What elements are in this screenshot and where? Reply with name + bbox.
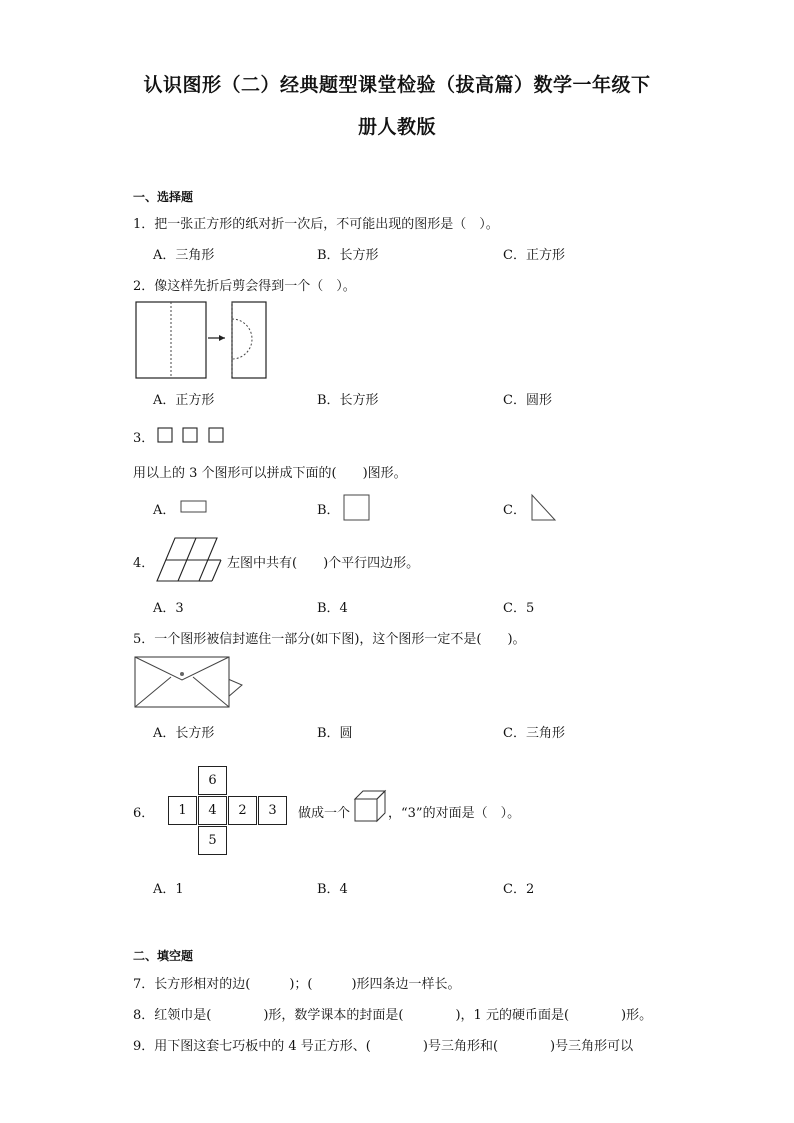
question-3-number: 3．: [133, 431, 155, 446]
parallelogram-figure: [155, 536, 225, 584]
cut-semicircle: [232, 319, 252, 359]
cube-icon: [353, 789, 387, 823]
cube-net-face: 2: [228, 796, 257, 825]
question-2-option-b: B．长方形: [317, 393, 379, 408]
question-4-option-c: C．5: [503, 601, 535, 616]
question-5-text: 5．一个图形被信封遮住一部分(如下图)，这个图形一定不是( )。: [133, 632, 526, 647]
question-6-option-b: B．4: [317, 882, 348, 897]
question-6-text-after: ，“3”的对面是（ ）。: [388, 806, 521, 821]
question-4-text: 左图中共有( )个平行四边形。: [227, 556, 420, 571]
question-5-option-b: B．圆: [317, 726, 353, 741]
question-9-text: 9．用下图这套七巧板中的 4 号正方形、( )号三角形和( )号三角形可以: [133, 1039, 634, 1054]
question-6-text-before: 做成一个: [298, 806, 351, 821]
envelope-figure: [133, 655, 245, 711]
cube-net-face: 4: [198, 796, 227, 825]
question-1-text: 1．把一张正方形的纸对折一次后，不可能出现的图形是（ ）。: [133, 217, 499, 232]
question-7-text: 7．长方形相对的边( )；( )形四条边一样长。: [133, 977, 461, 992]
question-1-option-c: C．正方形: [503, 248, 565, 263]
option-c-triangle: [527, 493, 559, 523]
cube-net-face: 1: [168, 796, 197, 825]
option-a-rectangle: [180, 500, 208, 514]
option-b-square: [343, 494, 371, 522]
question-4-option-a: A．3: [153, 601, 184, 616]
cube-net-face: 3: [258, 796, 287, 825]
cube-net-face: 6: [198, 766, 227, 795]
question-3-option-b: B．: [317, 503, 340, 518]
question-1-option-b: B．长方形: [317, 248, 379, 263]
question-3-option-c: C．: [503, 503, 526, 518]
cube-net-face: 5: [198, 826, 227, 855]
fold-cut-diagram: [133, 300, 273, 382]
question-6-number: 6．: [133, 806, 155, 821]
envelope-icon: [135, 657, 229, 707]
section-heading-fill-blank: 二、填空题: [133, 949, 194, 963]
question-4-number: 4．: [133, 556, 155, 571]
question-2-option-c: C．圆形: [503, 393, 552, 408]
section-heading-choice: 一、选择题: [133, 190, 194, 204]
question-2-text: 2．像这样先折后剪会得到一个（ ）。: [133, 279, 356, 294]
question-6-option-c: C．2: [503, 882, 535, 897]
question-1-option-a: A．三角形: [153, 248, 215, 263]
question-2-option-a: A．正方形: [153, 393, 215, 408]
question-8-text: 8．红领巾是( )形，数学课本的封面是( )，1 元的硬币面是( )形。: [133, 1008, 653, 1023]
arrow-head-icon: [219, 335, 225, 341]
question-6-option-a: A．1: [153, 882, 184, 897]
three-squares-figure: [157, 427, 227, 443]
page-title-line-2: 册人教版: [357, 116, 436, 138]
question-5-option-a: A．长方形: [153, 726, 215, 741]
hidden-shape-corner: [228, 679, 242, 697]
question-3-option-a: A．: [153, 503, 176, 518]
question-3-text: 用以上的 3 个图形可以拼成下面的( )图形。: [133, 466, 407, 481]
page-title-line-1: 认识图形（二）经典题型课堂检验（拔高篇）数学一年级下: [143, 74, 651, 96]
question-5-option-c: C．三角形: [503, 726, 565, 741]
half-paper: [232, 302, 266, 378]
question-4-option-b: B．4: [317, 601, 348, 616]
